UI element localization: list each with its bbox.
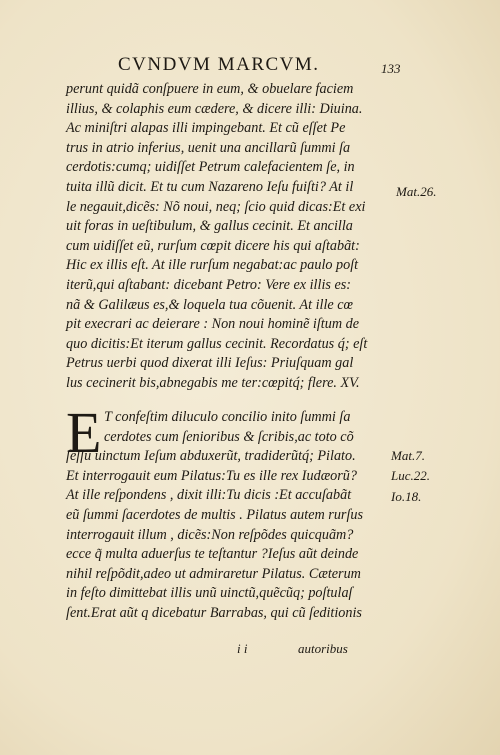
text-line: ſeſſu uinctum Ieſum abduxerũt, tradiderũtq́; Pilato.: [66, 448, 356, 465]
text-line: nihil reſpõdit,adeo ut admiraretur Pilatus. Cæterum: [66, 565, 361, 582]
margin-note: Io.18.: [391, 489, 422, 504]
text-line: quo dicitis:Et iterum gallus cecinit. Recordatus q́; eſt: [66, 335, 368, 352]
margin-note: Mat.7.: [391, 448, 425, 463]
text-line: Ac miniſtri alapas illi impingebant. Et cũ eſſet Pe: [66, 120, 346, 137]
margin-note: Luc.22.: [391, 468, 430, 483]
text-line: tuita illũ dicit. Et tu cum Nazareno Ieſu fuiſti? At il: [66, 178, 354, 195]
text-line: At ille reſpondens , dixit illi:Tu dicis :Et accuſabãt: [66, 487, 352, 504]
running-head: CVNDVM MARCVM.: [118, 54, 320, 75]
text-line: Petrus uerbi quod dixerat illi Ieſus: Priuſquam gal: [66, 355, 354, 372]
text-line: T confeſtim diluculo concilio inito ſummi ſa: [104, 409, 351, 425]
text-line: cum uidiſſet eũ, rurſum cœpit dicere his qui aſtabãt:: [66, 237, 360, 254]
text-block-bottom: [66, 408, 388, 624]
text-line: le negauit,dicẽs: Nõ noui, neq; ſcio quid dicas:Et exi: [66, 198, 366, 215]
text-line: Hic ex illis eſt. At ille rurſum negabat:ac paulo poſt: [66, 257, 359, 274]
drop-cap-initial: E: [66, 400, 102, 465]
signature-mark: i i: [237, 641, 248, 656]
text-line: nã & Galilæus es,& loquela tua cõuenit. At ille cœ: [66, 296, 354, 313]
text-line: uit foras in ueſtibulum, & gallus cecinit. Et ancilla: [66, 218, 353, 235]
text-line: Et interrogauit eum Pilatus:Tu es ille rex Iudæorũ?: [66, 467, 357, 484]
folio-number: 133: [381, 61, 401, 76]
text-line: ſent.Erat aũt q dicebatur Barrabas, qui cũ ſeditionis: [66, 604, 362, 621]
text-line: perunt quidã conſpuere in eum, & obuelare faciem: [66, 81, 354, 97]
catchword: autoribus: [298, 641, 348, 656]
text-line: illius, & colaphis eum cædere, & dicere illi: Diuina.: [66, 100, 363, 117]
text-block-top: [66, 80, 388, 394]
text-line: eũ ſummi ſacerdotes de multis . Pilatus autem rurſus: [66, 506, 363, 523]
text-line: interrogauit illum , dicẽs:Non reſpõdes quicquãm?: [66, 526, 354, 543]
margin-note: Mat.26.: [396, 184, 437, 199]
text-line: iterũ,qui aſtabant: dicebant Petro: Vere ex illis es:: [66, 276, 351, 293]
text-line: cerdotis:cumq; uidiſſet Petrum calefacientem ſe, in: [66, 159, 355, 176]
text-line: in feſto dimittebat illis unũ uinctũ,quẽcũq; poſtulaſ: [66, 585, 353, 602]
text-line: lus cecinerit bis,abnegabis me ter:cœpitq́; flere. XV.: [66, 374, 360, 391]
text-line: cerdotes cum ſenioribus & ſcribis,ac toto cõ: [104, 428, 354, 445]
text-line: pit execrari ac deierare : Non noui hominẽ iſtum de: [66, 316, 360, 333]
text-line: ecce q̃ multa aduerſus te teſtantur ?Ieſus aũt deinde: [66, 546, 359, 563]
text-line: trus in atrio inferius, uenit una ancillarũ ſummi ſa: [66, 139, 351, 156]
